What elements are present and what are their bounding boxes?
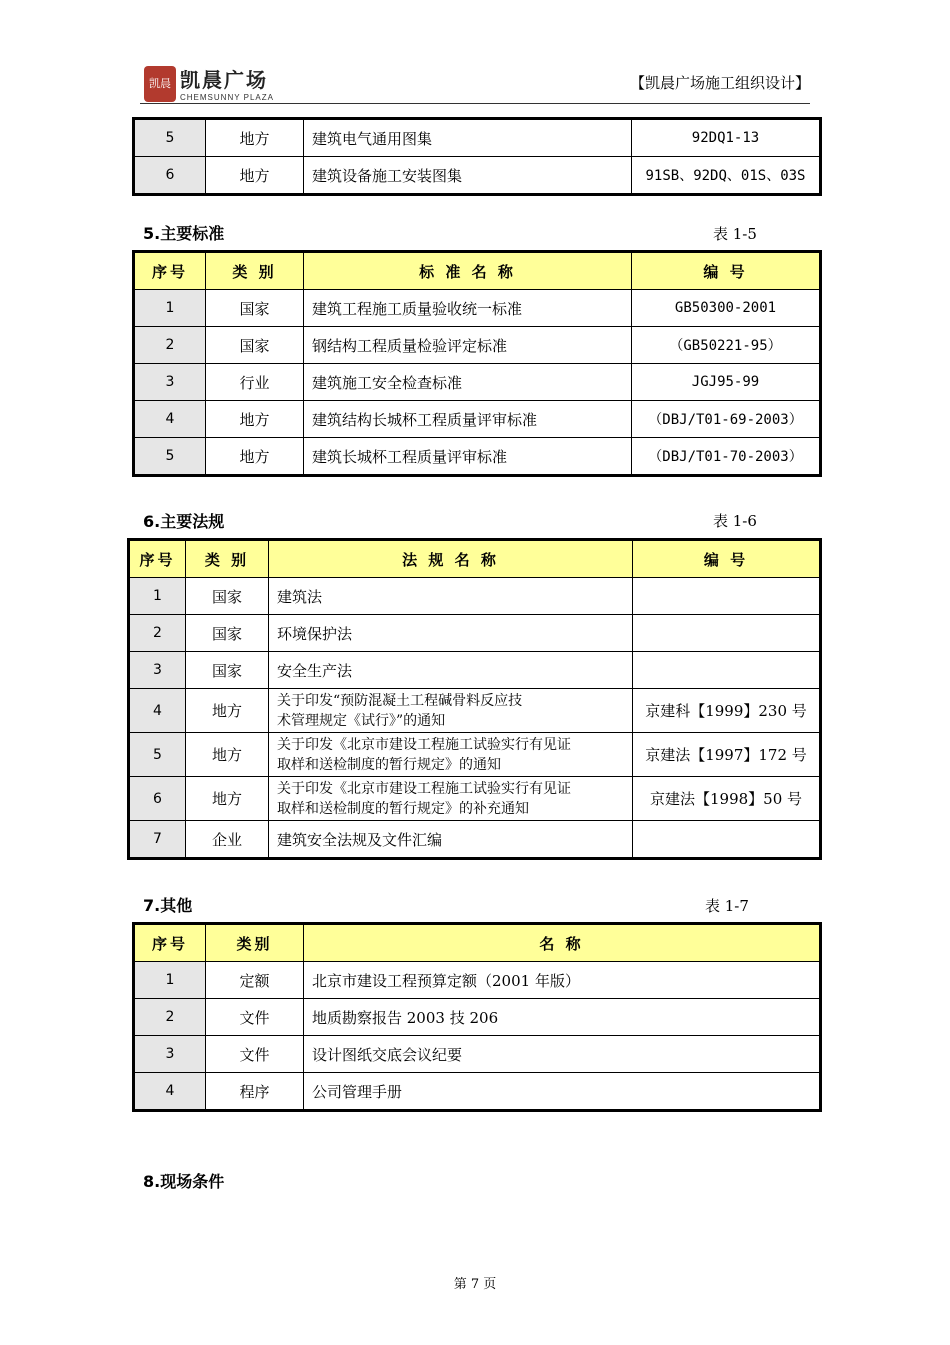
logo-text — [180, 64, 274, 102]
table-row — [129, 733, 821, 777]
table-row — [129, 615, 821, 652]
section-6-heading: 6.主要法规 — [143, 512, 225, 531]
company-logo — [144, 66, 176, 102]
row-name-line1: 建筑安全法规及文件汇编 — [277, 830, 443, 849]
row-type: 地方 — [186, 689, 269, 733]
row-name-line2: 术管理规定《试行》”的通知 — [277, 712, 446, 729]
row-name-line2: 取样和送检制度的暂行规定》的补充通知 — [277, 800, 529, 817]
row-name: 建筑设备施工安装图集 — [304, 157, 632, 195]
row-name — [269, 689, 633, 733]
row-number: 4 — [134, 1073, 206, 1111]
row-name-line2: 取样和送检制度的暂行规定》的通知 — [277, 756, 501, 773]
header-name: 法 规 名 称 — [269, 540, 633, 578]
table-row — [129, 652, 821, 689]
header-name: 标 准 名 称 — [304, 252, 632, 290]
row-number: 1 — [134, 290, 206, 327]
table-row — [129, 689, 821, 733]
header-number: 序号 — [134, 924, 206, 962]
row-type: 文件 — [206, 999, 304, 1036]
row-name-line1: 关于印发“预防混凝土工程碱骨料反应技 — [277, 692, 523, 709]
row-number: 4 — [134, 401, 206, 438]
row-type: 程序 — [206, 1073, 304, 1111]
section-7-heading: 7.其他 — [143, 896, 193, 915]
table-row — [134, 290, 821, 327]
row-name-line1: 关于印发《北京市建设工程施工试验实行有见证 — [277, 736, 571, 753]
row-number: 3 — [129, 652, 186, 689]
section-5-table-number: 表 1-5 — [713, 225, 757, 243]
table-row — [129, 578, 821, 615]
row-name — [269, 777, 633, 821]
row-code — [633, 615, 821, 652]
row-name-line1: 关于印发《北京市建设工程施工试验实行有见证 — [277, 780, 571, 797]
row-name — [269, 652, 633, 689]
table-header-row — [134, 924, 821, 962]
header-type: 类别 — [206, 924, 304, 962]
row-code: 京建法【1998】50 号 — [633, 777, 821, 821]
table-row — [134, 999, 821, 1036]
header-divider — [140, 103, 810, 104]
section-7-table-number: 表 1-7 — [705, 897, 749, 915]
row-code: （GB50221-95） — [632, 327, 821, 364]
row-number: 1 — [129, 578, 186, 615]
section-5-heading: 5.主要标准 — [143, 224, 225, 243]
row-name: 设计图纸交底会议纪要 — [304, 1036, 821, 1073]
other-references-table — [132, 922, 822, 1112]
row-name: 北京市建设工程预算定额（2001 年版） — [304, 962, 821, 999]
row-type: 定额 — [206, 962, 304, 999]
row-name: 建筑工程施工质量验收统一标准 — [304, 290, 632, 327]
table-row — [134, 1036, 821, 1073]
row-number: 5 — [134, 438, 206, 476]
row-number: 5 — [129, 733, 186, 777]
row-name: 钢结构工程质量检验评定标准 — [304, 327, 632, 364]
row-number: 2 — [129, 615, 186, 652]
table-row — [134, 962, 821, 999]
row-type: 地方 — [206, 119, 304, 157]
row-type: 企业 — [186, 821, 269, 859]
row-name: 公司管理手册 — [304, 1073, 821, 1111]
row-name — [269, 821, 633, 859]
row-name: 建筑电气通用图集 — [304, 119, 632, 157]
row-type: 文件 — [206, 1036, 304, 1073]
table-row — [134, 438, 821, 476]
row-code: 91SB、92DQ、01S、03S — [632, 157, 821, 195]
section-8-heading: 8.现场条件 — [143, 1172, 225, 1191]
row-name — [269, 615, 633, 652]
header-name: 名 称 — [304, 924, 821, 962]
row-type: 国家 — [206, 290, 304, 327]
page-header — [140, 64, 810, 104]
row-name-line1: 建筑法 — [277, 587, 323, 606]
row-number: 3 — [134, 364, 206, 401]
row-number: 7 — [129, 821, 186, 859]
header-code: 编 号 — [633, 540, 821, 578]
table-row — [134, 364, 821, 401]
page-number: 第 7 页 — [453, 1277, 497, 1292]
row-code: （DBJ/T01-70-2003） — [632, 438, 821, 476]
header-code: 编 号 — [632, 252, 821, 290]
table-row — [134, 327, 821, 364]
row-name — [269, 733, 633, 777]
logo-seal-text: 凯晨 — [149, 77, 171, 90]
row-name: 地质勘察报告 2003 技 206 — [304, 999, 821, 1036]
row-number: 2 — [134, 999, 206, 1036]
logo-english-name: CHEMSUNNY PLAZA — [180, 93, 274, 102]
table-row — [134, 119, 821, 157]
row-number: 4 — [129, 689, 186, 733]
row-number: 3 — [134, 1036, 206, 1073]
table-header-row — [129, 540, 821, 578]
table-row — [129, 777, 821, 821]
document-title: 【凯晨广场施工组织设计】 — [629, 74, 810, 92]
table-row — [134, 157, 821, 195]
logo-chinese-name: 凯晨广场 — [180, 68, 268, 92]
row-name: 建筑施工安全检查标准 — [304, 364, 632, 401]
table-row — [129, 821, 821, 859]
row-number: 5 — [134, 119, 206, 157]
row-code: 京建法【1997】172 号 — [633, 733, 821, 777]
row-type: 地方 — [206, 157, 304, 195]
row-code: JGJ95-99 — [632, 364, 821, 401]
row-name: 建筑结构长城杯工程质量评审标准 — [304, 401, 632, 438]
row-type: 地方 — [186, 733, 269, 777]
row-number: 6 — [129, 777, 186, 821]
table-header-row — [134, 252, 821, 290]
row-code — [633, 652, 821, 689]
row-code: 京建科【1999】230 号 — [633, 689, 821, 733]
row-code — [633, 821, 821, 859]
row-type: 国家 — [186, 652, 269, 689]
row-type: 国家 — [206, 327, 304, 364]
header-number: 序号 — [134, 252, 206, 290]
row-name-line1: 安全生产法 — [277, 661, 353, 680]
row-number: 1 — [134, 962, 206, 999]
row-code: 92DQ1-13 — [632, 119, 821, 157]
standards-table — [132, 250, 822, 477]
row-type: 行业 — [206, 364, 304, 401]
row-code — [633, 578, 821, 615]
row-type: 地方 — [206, 438, 304, 476]
table-row — [134, 1073, 821, 1111]
header-number: 序号 — [129, 540, 186, 578]
section-6-table-number: 表 1-6 — [713, 512, 757, 530]
row-name-line1: 环境保护法 — [277, 624, 353, 643]
row-type: 地方 — [186, 777, 269, 821]
table-row — [134, 401, 821, 438]
header-type: 类 别 — [206, 252, 304, 290]
row-type: 国家 — [186, 578, 269, 615]
row-name — [269, 578, 633, 615]
header-type: 类 别 — [186, 540, 269, 578]
row-type: 国家 — [186, 615, 269, 652]
regulations-table — [127, 538, 822, 860]
row-number: 6 — [134, 157, 206, 195]
row-number: 2 — [134, 327, 206, 364]
row-code: GB50300-2001 — [632, 290, 821, 327]
row-name: 建筑长城杯工程质量评审标准 — [304, 438, 632, 476]
continued-table — [132, 117, 822, 196]
row-type: 地方 — [206, 401, 304, 438]
row-code: （DBJ/T01-69-2003） — [632, 401, 821, 438]
